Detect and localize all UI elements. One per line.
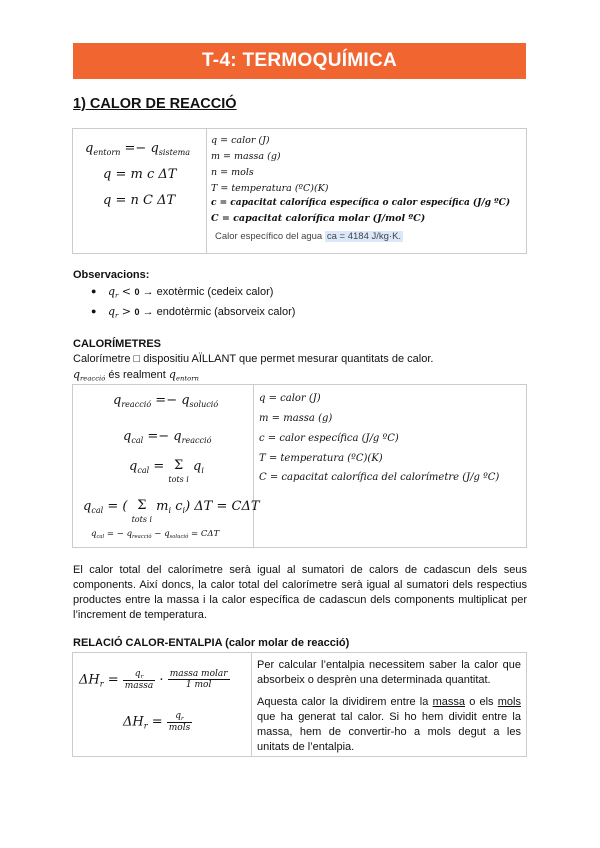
section-heading-calor-reaccio: 1) CALOR DE REACCIÓ (73, 96, 237, 112)
formula-table-2 (72, 384, 527, 548)
formula-q-cal: $q_{cal} =- q_{reacció}$ (123, 429, 212, 445)
entalpia-heading: RELACIÓ CALOR-ENTALPIA (calor molar de reacció) (73, 637, 350, 649)
calorimetre-definition: Calorímetre □ dispositiu AÏLLANT que permet mesurar quantitats de calor. (73, 353, 434, 365)
water-value-highlight: ca = 4184 J/kg·K. (326, 231, 402, 242)
formula-q-cal-mc: $q_{cal}$ = ( Σ tots i $m_i$ $c_i$) ΔT = CΔT (83, 498, 260, 524)
formula-delta-h-mols: $\Delta H_r$ = $\frac{q_r}{\text{mols}}$ (123, 711, 191, 733)
def2-m: m = massa (g) (259, 413, 333, 424)
page-title-banner (73, 43, 526, 79)
formula-q-cal-small: $q_{cal}$ = − $q_{reacció} - q_{solució} = C\Delta T$ (91, 529, 220, 540)
def-c: c = capacitat calorífica específica o calor específica (J/g ºC) (211, 198, 511, 208)
def-m: m = massa (g) (211, 151, 281, 162)
page-title: T-4: TERMOQUÍMICA (201, 50, 398, 71)
water-note: Calor específico del agua ca = 4184 J/kg·K. (215, 231, 402, 242)
formula-q-reaccio: $q_{reacció} =- q_{solució}$ (113, 393, 219, 409)
def2-c: c = calor específica (J/g ºC) (259, 433, 399, 444)
calorimetre-line2: $q_{reacció}$ és realment $q_{entorn}$ (73, 368, 199, 383)
def-n: n = mols (211, 167, 254, 178)
formula-q-mcdt: q = m c ΔT (103, 167, 177, 182)
observacio-item-2: $q_r > 0$ → endotèrmic (absorveix calor) (108, 305, 296, 320)
calorimetres-heading: CALORÍMETRES (73, 338, 161, 350)
def-t: T = temperatura (ºC)(K) (211, 183, 329, 194)
def2-t: T = temperatura (ºC)(K) (259, 453, 383, 464)
calorimetre-paragraph: El calor total del calorímetre serà igual al sumatori de calors de cadascun dels seus components. Així doncs, la calor total del calorímetre serà igual al sumatori dels respectius productes entre la massa i la calor específica de cadascun dels components multiplicat per l’increment de temperatura. (73, 564, 527, 621)
observacions-heading: Observacions: (73, 269, 150, 281)
formula-table-1 (72, 128, 527, 254)
formula-q-ncdt: q = n C ΔT (103, 193, 176, 208)
def-C: C = capacitat calorífica molar (J/mol ºC) (211, 213, 426, 224)
def2-C: C = capacitat calorífica del calorímetre (J/g ºC) (259, 472, 500, 483)
def2-q: q = calor (J) (259, 393, 321, 404)
bullet-dot: ● (91, 306, 97, 316)
observacio-item-1: $q_r < 0$ → exotèrmic (cedeix calor) (108, 285, 274, 300)
formula-q-entorn: $q_{entorn} =- q_{sistema}$ (85, 141, 191, 157)
entalpia-paragraph-2: Aquesta calor la dividirem entre la massa o els mols que ha generat tal calor. Si ho hem dividit entre la massa, hem de convertir-ho a mols degut a les unitats de l’entalpia. (257, 696, 521, 753)
formula-q-cal-sum: $q_{cal} = \Sigma$ tots i $q_i$ (129, 458, 204, 484)
entalpia-paragraph-1: Per calcular l’entalpia necessitem saber la calor que absorbeix o desprèn una determinada quantitat. (257, 659, 521, 686)
bullet-dot: ● (91, 286, 97, 296)
formula-delta-h-massa: $\Delta H_r$ = $\frac{q_r}{\text{massa}}$ · $\frac{\text{massa molar}}{\text{1 mol}}$ (79, 669, 228, 691)
formula-table-3 (72, 652, 527, 757)
def-q: q = calor (J) (211, 135, 270, 146)
